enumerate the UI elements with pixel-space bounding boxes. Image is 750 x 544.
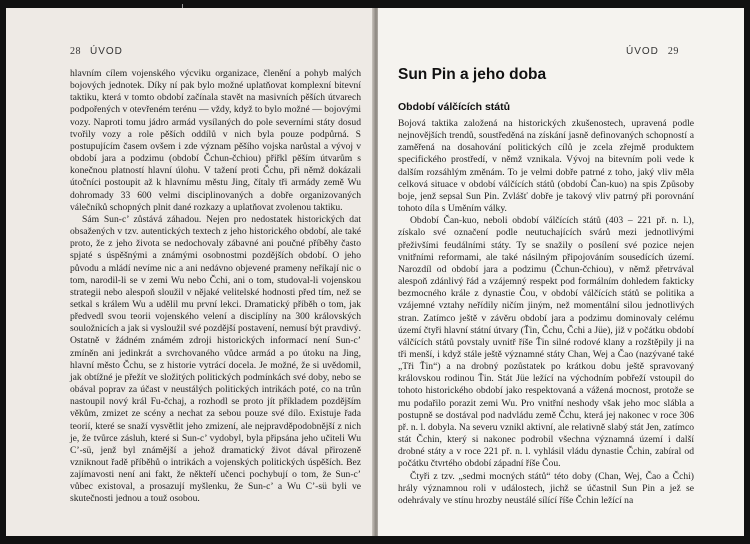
left-paragraph-1: hlavním cílem vojenského výcviku organizace, členění a pohyb malých bojových jednotek. Díky ní pak bylo možné uplatňovat komplexní bitevní taktiku, která v tomto období začínala stavět na masivních pěších útvarech podpořených v otevřeném terénu — vždy, když to bylo možné — bojovými vozy. Naproti tomu jádro armád vysílaných do pole severními státy dosud tvořily vozy a role pěších oddílů v nich byla pouze podpůrná. S postupujícím časem ovšem i zde význam pěšího vojska narůstal a vývoj v období jara a podzimu (období Čchun-čchiou) přiřkl pěším útvarům s konečnou platností hlavní úlohu. V tažení proti Čchu, při němž dokázali útočníci postoupit až k hlavnímu městu Jing, čítaly tři armády země Wu dohromady 33 600 velmi disciplinovaných a dobře organizovaných válečníků schopných plnit dané rozkazy a uplatňovat zvolenou taktiku. <box>70 68 361 213</box>
right-paragraph-3: Čtyři z tzv. „sedmi mocných států“ této doby (Chan, Wej, Čao a Čchi) hrály významnou roli v událostech, jichž se účastnil Sun Pin a jež se odehrávaly ve stínu hrozby neustálé sílící říše Čchin ležící na <box>398 470 694 506</box>
right-paragraph-2: Období Čan-kuo, neboli období válčících států (403 – 221 př. n. l.), získalo své označení podle neutuchajících svárů mezi jednotlivými přeživšími feudálními státy. Ty se snažily o posílení své pozice nejen vnitřními reformami, ale také násilným připojováním sousedících území. Narozdíl od období jara a podzimu (Čchun-čchiou), v němž přetrvával alespoň zdánlivý řád a vzájemný respekt pod formálním dohledem fakticky bezmocného krále z dynastie Čou, v období válčících států se politika a vzájemné vztahy neřídily ničím jiným, než momentální silou jednotlivých stran. Zatímco ještě v závěru období jara a podzimu dominovaly celému území čtyři hlavní státní útvary (Ťin, Čchu, Čchi a Jüe), již v počátku období válčících států povstaly uvnitř říše Ťin silné rodové klany a rozštěpily ji na tři menší, i když stále ještě významné státy Chan, Wej a Čao (nazývané také „Tři Ťin“) a na drobný pozůstatek po krátkou dobu ještě spravovaný královskou rodinou Ťin. Stát Jüe ležící na východním pobřeží vstoupil do tohoto historického období jako respektovaná a vážená mocnost, protože se mu podařilo porazit zemi Wu. Pro vnitřní neshody však jeho moc slábla a postupně se dostával pod nadvládu země Čchu, která jej nakonec v roce 306 př. n. l. dobyla. Na severu vznikl aktivní, ale relativně slabý stát Jen, zatímco stát Čchin, který si nakonec podrobil všechna významná území i další drobné státy a v roce 221 př. n. l. vyhlásil vládu dynastie Čchin, zabíral od počátku čtvrtého období západní říše Čou. <box>398 215 694 470</box>
left-running-head: ÚVOD <box>90 46 123 57</box>
right-running-head: ÚVOD <box>626 46 659 57</box>
left-body-text <box>70 68 361 506</box>
right-paragraph-1: Bojová taktika založená na historických zkušenostech, upravená podle nejnovějších trendů, soustředěná na získání jasně definovaných schopností a zaměřená na dosahování politických cílů je zcela zřejmě produktem specifického prostředí, v němž vznikala. Vývoj na bitevním poli vede k dalším rozsáhlým změnám. To je velmi dobře patrné z toho, jaký vliv měla celková situace v období válčících států (období Čan-kuo) na spis Způsoby boje, jenž sepsal Sun Pin. Zvlášť dobře je takový vliv patrný při porovnání tohoto díla s Uměním války. <box>398 118 694 215</box>
right-body-text <box>398 118 694 507</box>
left-page <box>6 8 376 536</box>
right-page-number: 29 <box>667 46 679 57</box>
left-paragraph-2: Sám Sun-c’ zůstává záhadou. Nejen pro nedostatek historických dat obsažených v tzv. autentických textech z jeho historického období, ale také proto, že z jeho života se nedochovaly zábavné ani poučné příběhy často spjaté s úspěšnými a známými osobnostmi pozdějších období. O jeho původu a mládí nevíme nic a ani nedávno objevené prameny neříkají nic o tom, narodil-li se v zemi Wu nebo Čchi, ani o tom, studoval-li vojenskou strategii nebo alespoň sloužil v nějaké velitelské hodnosti před tím, než se setkal s králem Wu a udělil mu první lekci. Dramatický příběh o tom, jak předvedl svou teorii vojenského velení a disciplíny na 300 královských souložnicích a jak si vysloužil své pozdější postavení, nemusí být pravdivý. Ostatně v žádném známém zdroji historických informací není Sun-c’ zmíněn ani jedinkrát a svrchovaného vůdce armád a po útoku na Jing, hlavní město Čchu, se z historie vytrácí docela. Je možné, že si uvědomil, jak obtížné je přežít ve složitých politických podmínkách své doby, nebo se obával poprav za účast v neustálých politických intrikách poté, co na trůn nastoupil nový král Fu-čchaj, a rozhodl se proto jít příkladem pozdějším věkům, zmizet ze scény a nechat za sebou pouze své dílo. Existuje řada teorií, které se snaží vysvětlit jeho zmizení, ale nejpravděpodobnější z nich je, že tvůrce zásluh, které si Sun-c’ vydobyl, byla připsána jeho učiteli Wu C’-sü, jenž byl známější a jehož dramatický život dával přirozeně vzniknout řadě příběhů o intrikách a vojenských politických úspěších. Bez zajímavosti není ani fakt, že někteří učenci pochybují o tom, že Sun-c’ vůbec existoval, a prosazují myšlenku, že Sun-c’ a Wu C’-sü byli ve skutečnosti jednou a touž osobou. <box>70 213 361 505</box>
right-page-header <box>620 46 679 57</box>
left-page-header <box>70 46 129 57</box>
right-page <box>378 8 744 536</box>
chapter-title: Sun Pin a jeho doba <box>398 66 547 83</box>
section-title: Období válčících států <box>398 101 511 113</box>
left-page-number: 28 <box>70 46 81 57</box>
